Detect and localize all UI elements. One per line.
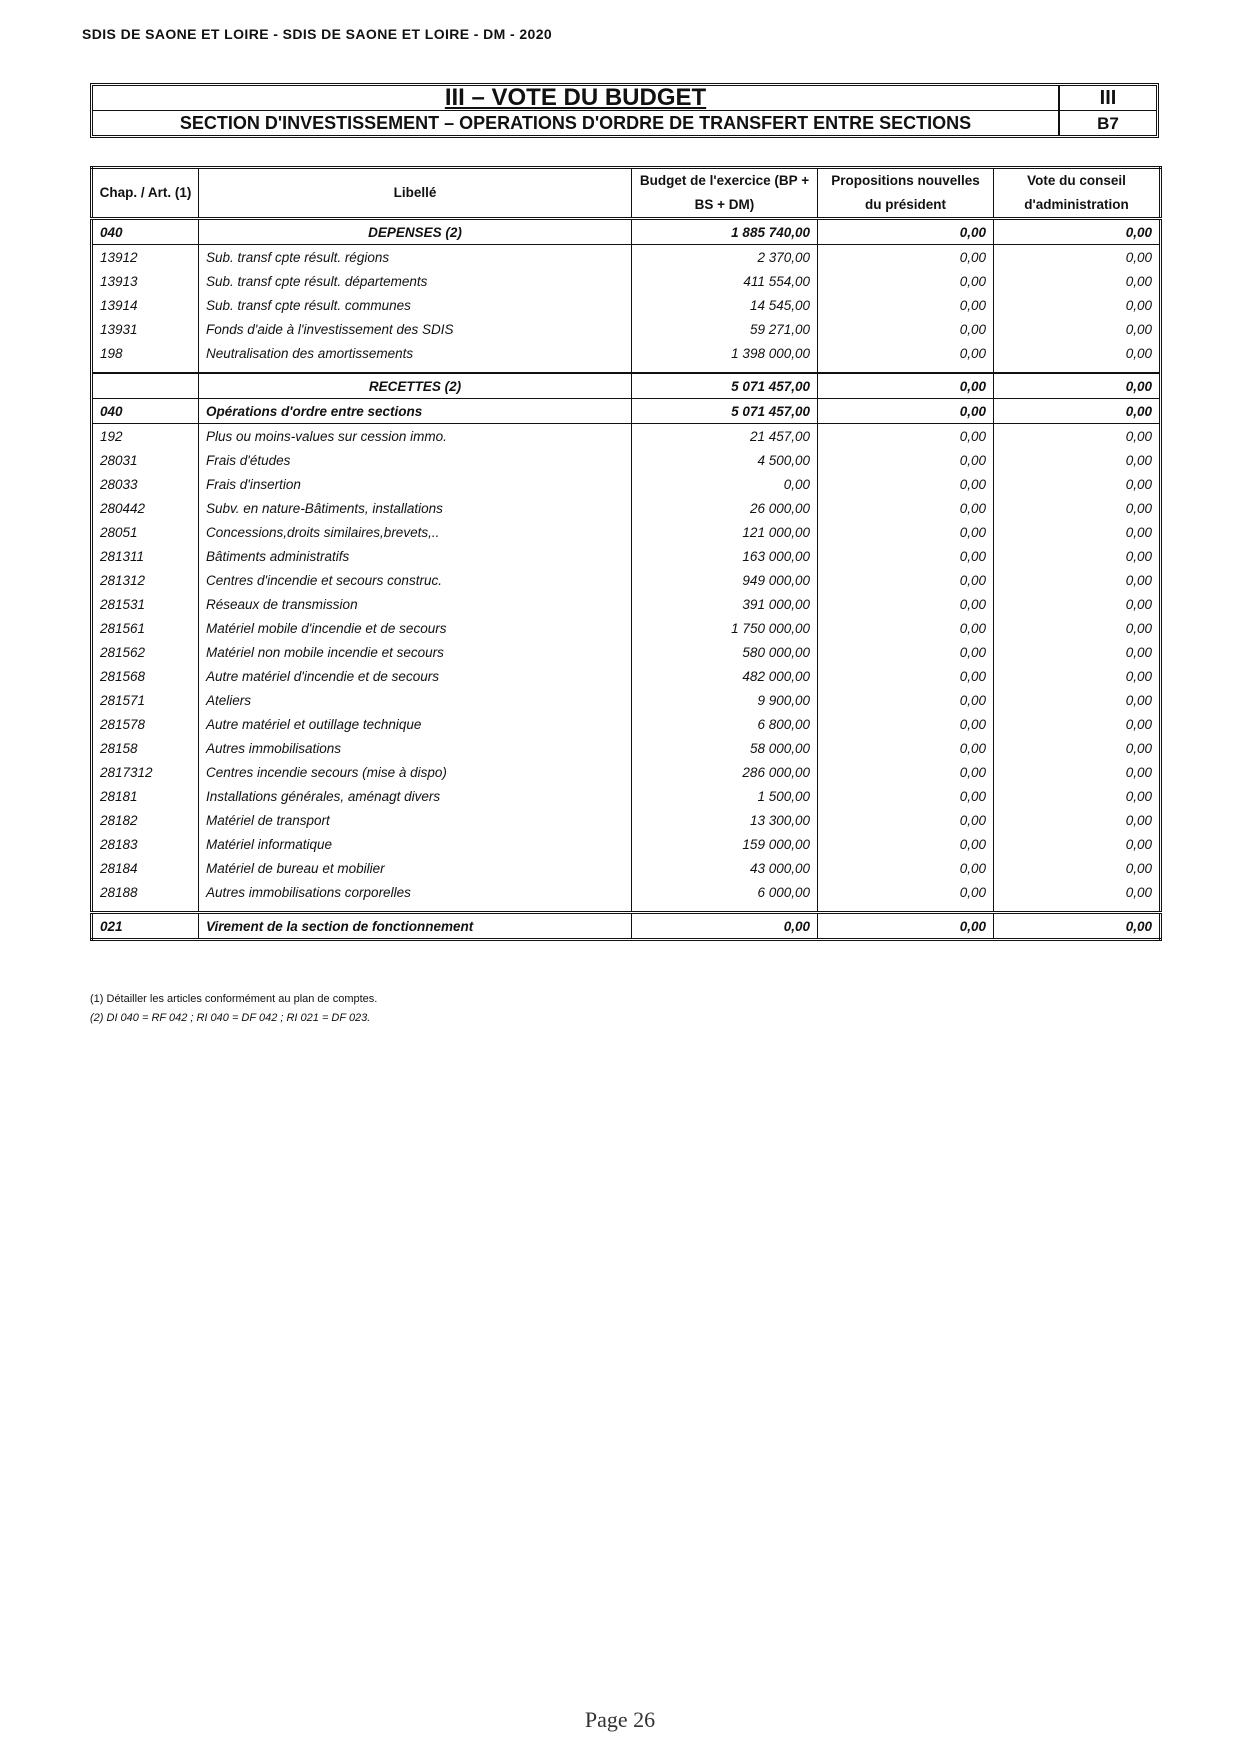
cell-vote: 0,00 [1125, 548, 1152, 564]
cell-propositions: 0,00 [818, 341, 994, 365]
cell-vote: 0,00 [1125, 249, 1152, 265]
table-row [92, 616, 1161, 640]
cell-budget: 286 000,00 [632, 760, 818, 784]
cell-label: Matériel informatique [199, 832, 632, 856]
cell-propositions: 0,00 [818, 784, 994, 808]
cell-label: Sub. transf cpte résult. départements [199, 269, 632, 293]
cell-budget: 1 398 000,00 [632, 341, 818, 365]
cell-vote: 0,00 [1125, 788, 1152, 804]
cell-propositions: 0,00 [818, 373, 994, 399]
spacer-cell [818, 365, 994, 373]
cell-chap: 28033 [92, 472, 199, 496]
cell-chap: 28182 [92, 808, 199, 832]
cell-chap: 281561 [92, 616, 199, 640]
cell-label: Frais d'études [199, 448, 632, 472]
cell-propositions: 0,00 [818, 832, 994, 856]
cell-propositions: 0,00 [818, 688, 994, 712]
cell-vote: 0,00 [1125, 764, 1152, 780]
cell-chap: 2817312 [92, 760, 199, 784]
cell-propositions: 0,00 [818, 664, 994, 688]
table-row [92, 317, 1161, 341]
cell-chap: 28183 [92, 832, 199, 856]
spacer-cell [92, 904, 199, 913]
cell-vote: 0,00 [1125, 345, 1152, 361]
table-body [92, 219, 1161, 940]
cell-chap: 281568 [92, 664, 199, 688]
spacer-cell [818, 904, 994, 913]
cell-chap: 28181 [92, 784, 199, 808]
cell-chap: 280442 [92, 496, 199, 520]
cell-label: Installations générales, aménagt divers [199, 784, 632, 808]
table-row [92, 832, 1161, 856]
cell-label: Centres d'incendie et secours construc. [199, 568, 632, 592]
cell-chap: 281578 [92, 712, 199, 736]
cell-chap: 281571 [92, 688, 199, 712]
table-row [92, 736, 1161, 760]
cell-vote: 0,00 [1125, 524, 1152, 540]
cell-chap: 28184 [92, 856, 199, 880]
cell-budget: 5 071 457,00 [632, 373, 818, 399]
document-header: SDIS DE SAONE ET LOIRE - SDIS DE SAONE ET LOIRE - DM - 2020 [82, 26, 553, 42]
cell-label: Virement de la section de fonctionnement [199, 913, 632, 940]
cell-vote: 0,00 [1125, 500, 1152, 516]
cell-vote: 0,00 [1125, 452, 1152, 468]
cell-propositions: 0,00 [818, 712, 994, 736]
cell-chap: 281312 [92, 568, 199, 592]
cell-vote: 0,00 [1125, 836, 1152, 852]
spacer-cell [92, 365, 199, 373]
table-header-row [92, 168, 1161, 219]
cell-budget: 58 000,00 [632, 736, 818, 760]
footnote-1: (1) Détailler les articles conformément au plan de comptes. [90, 993, 378, 1005]
cell-label: Matériel de transport [199, 808, 632, 832]
table-row [92, 592, 1161, 616]
footnote-2: (2) DI 040 = RF 042 ; RI 040 = DF 042 ; RI 021 = DF 023. [90, 1012, 371, 1024]
cell-propositions: 0,00 [818, 760, 994, 784]
cell-vote: 0,00 [1125, 297, 1152, 313]
cell-propositions: 0,00 [818, 520, 994, 544]
cell-budget: 26 000,00 [632, 496, 818, 520]
cell-budget: 1 750 000,00 [632, 616, 818, 640]
cell-vote: 0,00 [1125, 428, 1152, 444]
section-subtitle: SECTION D'INVESTISSEMENT – OPERATIONS D'ORDRE DE TRANSFERT ENTRE SECTIONS [93, 111, 1060, 135]
page-number: Page 26 [584, 1707, 656, 1732]
table-row [92, 472, 1161, 496]
cell-propositions: 0,00 [818, 472, 994, 496]
footnotes [90, 990, 377, 1028]
table-row [92, 293, 1161, 317]
cell-budget: 59 271,00 [632, 317, 818, 341]
cell-budget: 0,00 [632, 913, 818, 940]
cell-chap: 040 [92, 399, 199, 424]
cell-budget: 580 000,00 [632, 640, 818, 664]
cell-label: Ateliers [199, 688, 632, 712]
table-row [92, 520, 1161, 544]
col-header-chap: Chap. / Art. (1) [92, 168, 199, 219]
cell-label: Sub. transf cpte résult. communes [199, 293, 632, 317]
spacer-cell [994, 904, 1161, 913]
cell-propositions: 0,00 [818, 219, 994, 245]
cell-chap: 13914 [92, 293, 199, 317]
cell-label: DEPENSES (2) [199, 219, 632, 245]
table-row [92, 496, 1161, 520]
table-row [92, 399, 1161, 424]
table-row [92, 856, 1161, 880]
cell-label: Centres incendie secours (mise à dispo) [199, 760, 632, 784]
cell-budget: 159 000,00 [632, 832, 818, 856]
cell-vote: 0,00 [1125, 572, 1152, 588]
cell-budget: 0,00 [632, 472, 818, 496]
cell-vote: 0,00 [1125, 692, 1152, 708]
col-header-budget: Budget de l'exercice (BP + BS + DM) [632, 168, 818, 219]
table-row [92, 245, 1161, 270]
table-row [92, 448, 1161, 472]
cell-propositions: 0,00 [818, 808, 994, 832]
cell-vote: 0,00 [1125, 884, 1152, 900]
table-row [92, 424, 1161, 449]
cell-budget: 9 900,00 [632, 688, 818, 712]
spacer-cell [199, 365, 632, 373]
cell-vote: 0,00 [994, 399, 1161, 424]
section-code: III [1060, 86, 1156, 111]
cell-vote: 0,00 [1125, 812, 1152, 828]
budget-table [90, 166, 1162, 941]
cell-propositions: 0,00 [818, 245, 994, 270]
cell-label: Neutralisation des amortissements [199, 341, 632, 365]
cell-chap: 28158 [92, 736, 199, 760]
cell-propositions: 0,00 [818, 496, 994, 520]
table-row [92, 913, 1161, 940]
cell-label: Bâtiments administratifs [199, 544, 632, 568]
table-row [92, 568, 1161, 592]
cell-label: Matériel mobile d'incendie et de secours [199, 616, 632, 640]
cell-budget: 13 300,00 [632, 808, 818, 832]
cell-propositions: 0,00 [818, 293, 994, 317]
cell-chap: 021 [92, 913, 199, 940]
cell-label: Autre matériel d'incendie et de secours [199, 664, 632, 688]
table-row [92, 219, 1161, 245]
cell-chap: 198 [92, 341, 199, 365]
cell-propositions: 0,00 [818, 544, 994, 568]
cell-budget: 5 071 457,00 [632, 399, 818, 424]
cell-chap: 28188 [92, 880, 199, 904]
table-row [92, 544, 1161, 568]
table-row [92, 808, 1161, 832]
cell-vote: 0,00 [1125, 668, 1152, 684]
cell-budget: 949 000,00 [632, 568, 818, 592]
table-row [92, 373, 1161, 399]
title-box [90, 83, 1159, 138]
cell-chap: 192 [92, 424, 199, 449]
cell-propositions: 0,00 [818, 568, 994, 592]
cell-vote: 0,00 [1125, 476, 1152, 492]
cell-propositions: 0,00 [818, 592, 994, 616]
cell-vote: 0,00 [994, 373, 1161, 399]
spacer-cell [199, 904, 632, 913]
table-row [92, 760, 1161, 784]
cell-budget: 6 000,00 [632, 880, 818, 904]
cell-budget: 1 885 740,00 [632, 219, 818, 245]
table-row [92, 880, 1161, 904]
page-title: III – VOTE DU BUDGET [93, 86, 1060, 111]
cell-chap: 281562 [92, 640, 199, 664]
cell-propositions: 0,00 [818, 913, 994, 940]
cell-budget: 14 545,00 [632, 293, 818, 317]
cell-vote: 0,00 [1125, 716, 1152, 732]
cell-budget: 1 500,00 [632, 784, 818, 808]
cell-label: Frais d'insertion [199, 472, 632, 496]
cell-chap: 13931 [92, 317, 199, 341]
table-row [92, 688, 1161, 712]
cell-propositions: 0,00 [818, 880, 994, 904]
cell-chap: 28051 [92, 520, 199, 544]
cell-vote: 0,00 [1125, 644, 1152, 660]
cell-propositions: 0,00 [818, 640, 994, 664]
cell-label: Plus ou moins-values sur cession immo. [199, 424, 632, 449]
col-header-vote: Vote du conseil d'administration [994, 168, 1161, 219]
spacer-cell [994, 365, 1161, 373]
cell-label: Matériel non mobile incendie et secours [199, 640, 632, 664]
cell-label: Concessions,droits similaires,brevets,.. [199, 520, 632, 544]
cell-vote: 0,00 [994, 219, 1161, 245]
cell-vote: 0,00 [1125, 596, 1152, 612]
cell-budget: 121 000,00 [632, 520, 818, 544]
cell-vote: 0,00 [1125, 321, 1152, 337]
cell-label: Autre matériel et outillage technique [199, 712, 632, 736]
table-row [92, 269, 1161, 293]
table-row [92, 640, 1161, 664]
cell-propositions: 0,00 [818, 424, 994, 449]
cell-budget: 2 370,00 [632, 245, 818, 270]
cell-budget: 411 554,00 [632, 269, 818, 293]
cell-chap: 13913 [92, 269, 199, 293]
cell-label: Fonds d'aide à l'investissement des SDIS [199, 317, 632, 341]
cell-propositions: 0,00 [818, 269, 994, 293]
cell-chap: 28031 [92, 448, 199, 472]
cell-vote: 0,00 [1125, 740, 1152, 756]
cell-budget: 43 000,00 [632, 856, 818, 880]
cell-budget: 21 457,00 [632, 424, 818, 449]
cell-propositions: 0,00 [818, 856, 994, 880]
col-header-propositions: Propositions nouvelles du président [818, 168, 994, 219]
cell-chap [92, 373, 199, 399]
cell-propositions: 0,00 [818, 448, 994, 472]
cell-budget: 391 000,00 [632, 592, 818, 616]
cell-label: Autres immobilisations corporelles [199, 880, 632, 904]
cell-propositions: 0,00 [818, 616, 994, 640]
cell-vote: 0,00 [1125, 860, 1152, 876]
table-row [92, 784, 1161, 808]
cell-label: Autres immobilisations [199, 736, 632, 760]
cell-vote: 0,00 [1125, 273, 1152, 289]
cell-vote: 0,00 [994, 913, 1161, 940]
cell-chap: 040 [92, 219, 199, 245]
row-spacer [92, 365, 1161, 373]
cell-budget: 163 000,00 [632, 544, 818, 568]
cell-label: Sub. transf cpte résult. régions [199, 245, 632, 270]
cell-budget: 6 800,00 [632, 712, 818, 736]
table-row [92, 664, 1161, 688]
cell-chap: 281311 [92, 544, 199, 568]
col-header-libelle: Libellé [199, 168, 632, 219]
spacer-cell [632, 365, 818, 373]
table-row [92, 712, 1161, 736]
page-code: B7 [1097, 113, 1119, 133]
table-row [92, 341, 1161, 365]
cell-budget: 482 000,00 [632, 664, 818, 688]
cell-propositions: 0,00 [818, 317, 994, 341]
cell-label: Réseaux de transmission [199, 592, 632, 616]
cell-vote: 0,00 [1125, 620, 1152, 636]
row-spacer [92, 904, 1161, 913]
spacer-cell [632, 904, 818, 913]
cell-propositions: 0,00 [818, 736, 994, 760]
cell-propositions: 0,00 [818, 399, 994, 424]
cell-label: Subv. en nature-Bâtiments, installations [199, 496, 632, 520]
cell-chap: 13912 [92, 245, 199, 270]
cell-label: RECETTES (2) [199, 373, 632, 399]
cell-label: Matériel de bureau et mobilier [199, 856, 632, 880]
cell-label: Opérations d'ordre entre sections [199, 399, 632, 424]
cell-budget: 4 500,00 [632, 448, 818, 472]
cell-chap: 281531 [92, 592, 199, 616]
